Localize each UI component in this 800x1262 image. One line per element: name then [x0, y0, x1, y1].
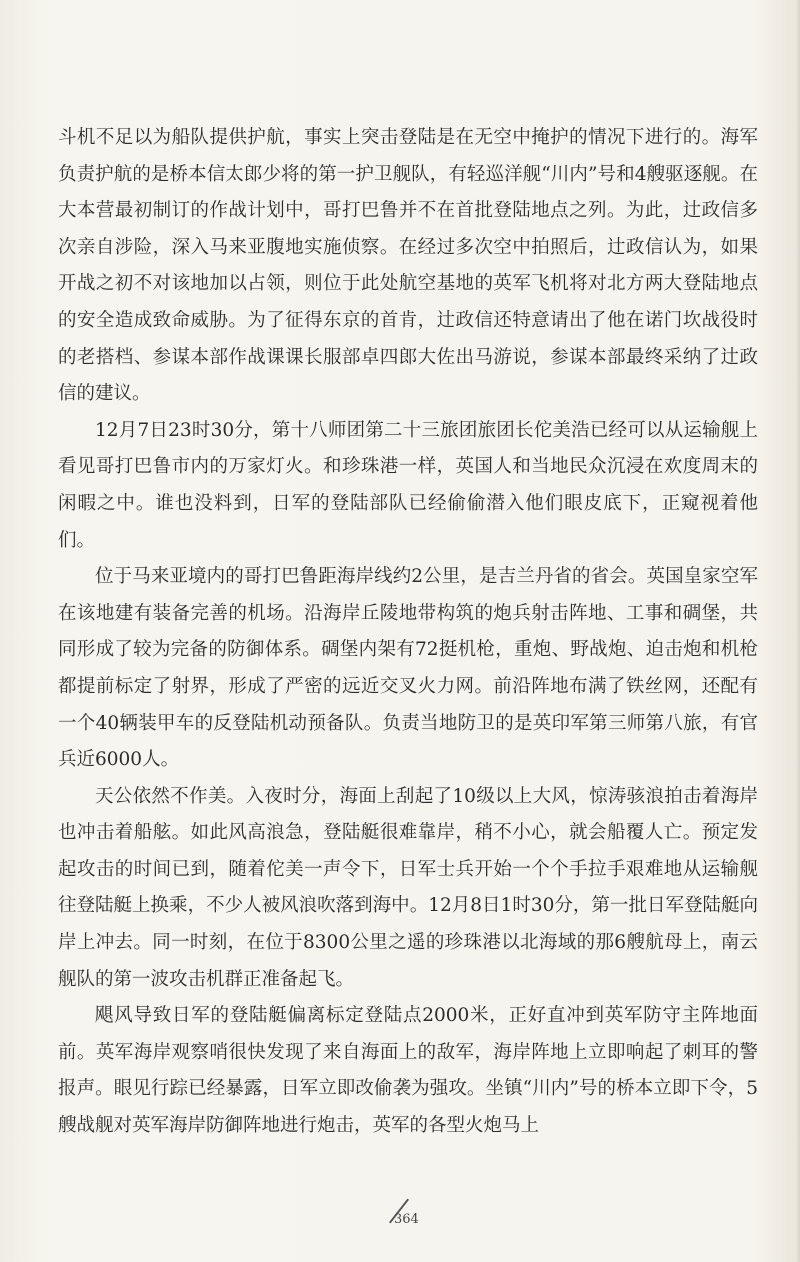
- paragraph-1: 斗机不足以为船队提供护航，事实上突击登陆是在无空中掩护的情况下进行的。海军负责护航的是桥本信太郎少将的第一护卫舰队，有轻巡洋舰“川内”号和4艘驱逐舰。在大本营最初制订的作战计划中，哥打巴鲁并不在首批登陆地点之列。为此，辻政信多次亲自涉险，深入马来亚腹地实施侦察。在经过多次空中拍照后，辻政信认为，如果开战之初不对该地加以占领，则位于此处航空基地的英军飞机将对北方两大登陆地点的安全造成致命威胁。为了征得东京的首肯，辻政信还特意请出了他在诺门坎战役时的老搭档、参谋本部作战课课长服部卓四郎大佐出马游说，参谋本部最终采纳了辻政信的建议。: [58, 127, 758, 405]
- page-footer: [0, 1196, 800, 1236]
- page-edge-shadow: [796, 0, 800, 1262]
- body-text: [58, 120, 758, 1145]
- page-number: 364: [394, 1212, 419, 1227]
- paragraph-5: 飓风导致日军的登陆艇偏离标定登陆点2000米，正好直冲到英军防守主阵地面前。英军海岸观察哨很快发现了来自海面上的敌军，海岸阵地上立即响起了刺耳的警报声。眼见行踪已经暴露，日军立即改偷袭为强攻。坐镇“川内”号的桥本立即下令，5艘战舰对英军海岸防御阵地进行炮击，英军的各型火炮马上: [58, 1005, 758, 1137]
- paragraph-4: 天公依然不作美。入夜时分，海面上刮起了10级以上大风，惊涛骇浪拍击着海岸也冲击着船舷。如此风高浪急，登陆艇很难靠岸，稍不小心，就会船覆人亡。预定发起攻击的时间已到，随着佗美一声令下，日军士兵开始一个个手拉手艰难地从运输舰往登陆艇上换乘，不少人被风浪吹落到海中。12月8日1时30分，第一批日军登陆艇向岸上冲去。同一时刻，在位于8300公里之遥的珍珠港以北海域的那6艘航母上，南云舰队的第一波攻击机群正准备起飞。: [58, 785, 758, 990]
- paragraph-3: 位于马来亚境内的哥打巴鲁距海岸线约2公里，是吉兰丹省的省会。英国皇家空军在该地建有装备完善的机场。沿海岸丘陵地带构筑的炮兵射击阵地、工事和碉堡，共同形成了较为完备的防御体系。碉堡内架有72挺机枪，重炮、野战炮、迫击炮和机枪都提前标定了射界，形成了严密的远近交叉火力网。前沿阵地布满了铁丝网，还配有一个40辆装甲车的反登陆机动预备队。负责当地防卫的是英印军第三师第八旅，有官兵近6000人。: [58, 566, 758, 771]
- paragraph-2: 12月7日23时30分，第十八师团第二十三旅团旅团长佗美浩已经可以从运输舰上看见哥打巴鲁市内的万家灯火。和珍珠港一样，英国人和当地民众沉浸在欢度周末的闲暇之中。谁也没料到，日军的登陆部队已经偷偷潜入他们眼皮底下，正窥视着他们。: [58, 419, 758, 551]
